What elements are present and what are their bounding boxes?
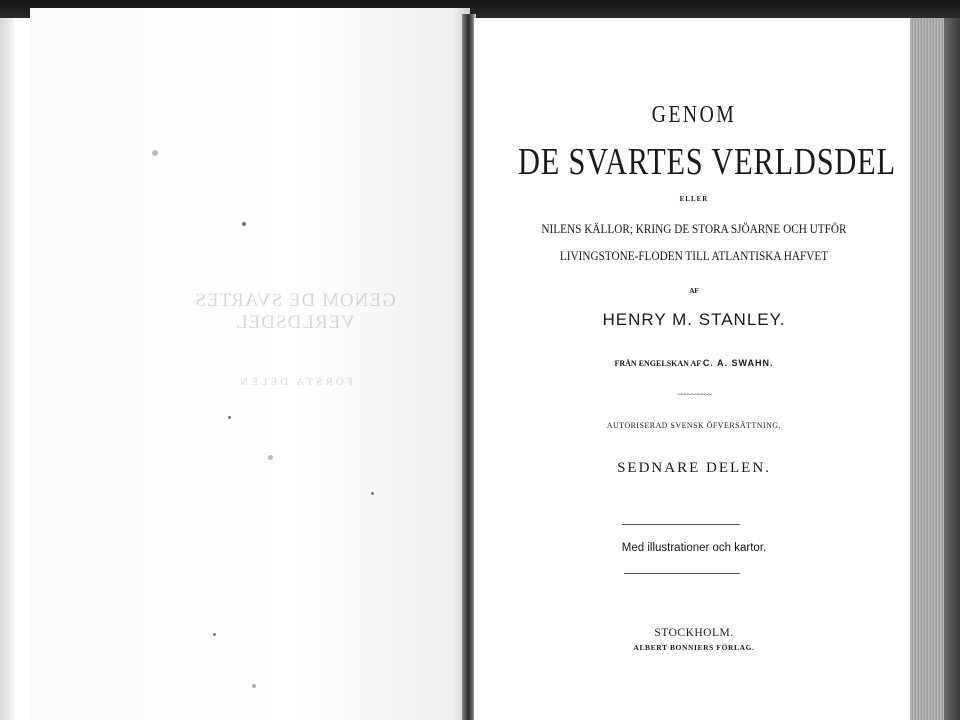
left-cover-edge: [0, 18, 14, 720]
volume-part: SEDNARE DELEN.: [617, 460, 771, 476]
paper-speck: [152, 150, 158, 156]
paper-speck: [252, 684, 256, 688]
main-title: DE SVARTES VERLDSDEL: [518, 141, 896, 183]
paper-speck: [213, 633, 216, 636]
illustrations-note: Med illustrationer och kartor.: [621, 542, 767, 554]
paper-speck: [268, 455, 273, 460]
title-genom: GENOM: [651, 102, 737, 128]
translator-line: [474, 358, 914, 368]
translator-name: C. A. SWAHN.: [702, 358, 774, 368]
translator-prefix: FRÅN ENGELSKAN AF: [614, 359, 703, 368]
ornament-wave: ~~~~~~~~~~: [677, 390, 711, 399]
author-name: HENRY M. STANLEY.: [602, 310, 786, 329]
bleed-line-2: FÖRSTA DELEN: [237, 376, 353, 388]
eller-connector: ELLER: [679, 195, 709, 203]
authorized-translation: AUTORISERAD SVENSK ÖFVERSÄTTNING.: [606, 420, 782, 430]
bleed-through-text: [150, 290, 440, 388]
divider-rule: [624, 573, 740, 574]
imprint-publisher: ALBERT BONNIERS FÖRLAG.: [633, 643, 755, 652]
page-block-shadow: [944, 18, 960, 720]
imprint-city: STOCKHOLM.: [654, 627, 734, 639]
divider-rule: [622, 524, 740, 525]
subtitle-line-2: LIVINGSTONE-FLODEN TILL ATLANTISKA HAFVET: [559, 249, 829, 263]
af-connector: AF: [689, 287, 699, 295]
paper-speck: [242, 222, 246, 226]
paper-speck: [371, 492, 374, 495]
bleed-line-1: GENOM DE SVARTES VERLDSDEL: [194, 290, 396, 333]
paper-speck: [228, 416, 231, 419]
subtitle-line-1: NILENS KÄLLOR; KRING DE STORA SJÖARNE OCH UTFÖR: [541, 222, 847, 236]
